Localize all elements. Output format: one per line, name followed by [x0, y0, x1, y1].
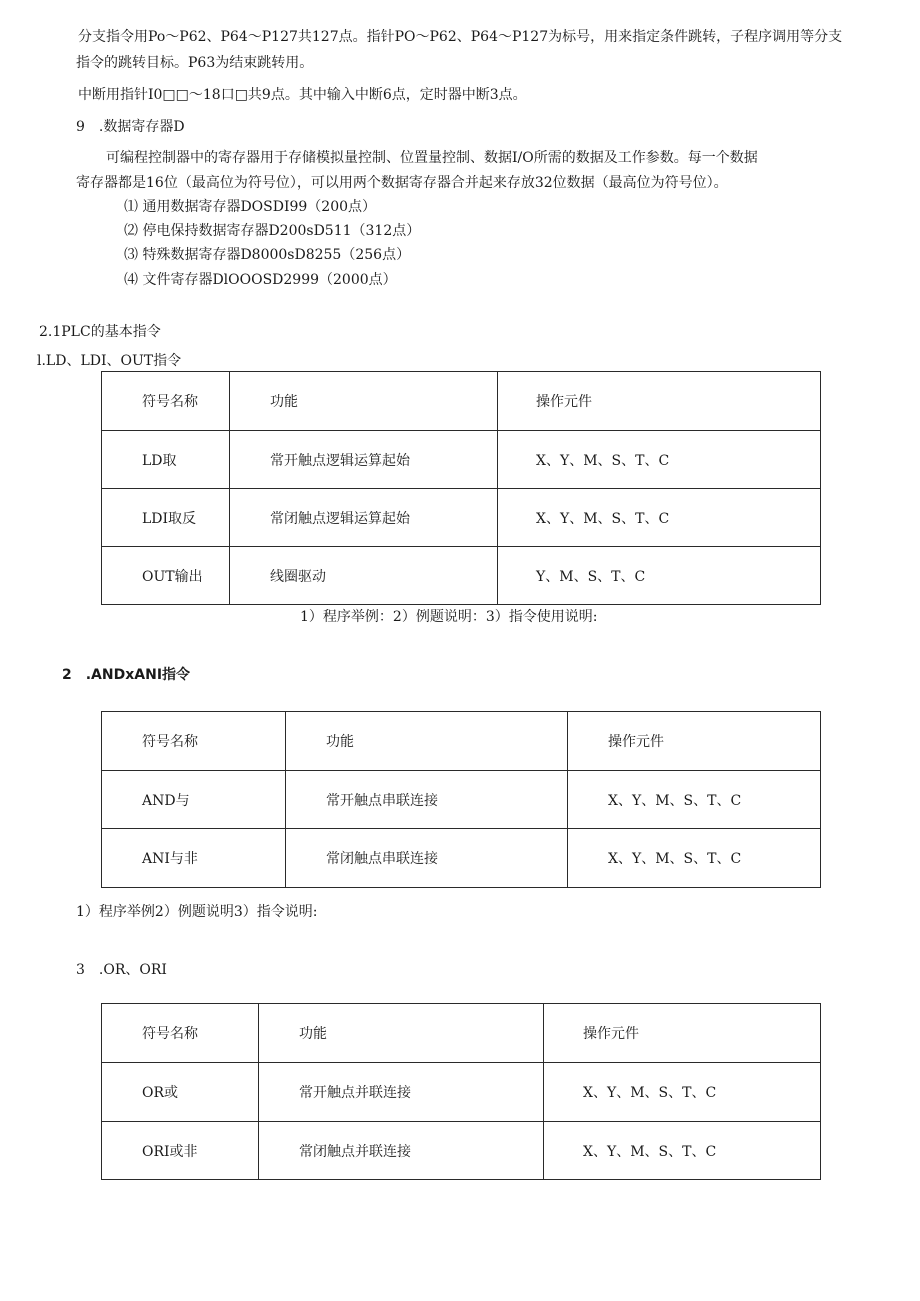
cell-function: 常开触点串联连接 — [326, 792, 438, 809]
header-symbol-name: 符号名称 — [142, 734, 198, 750]
header-function: 功能 — [270, 394, 298, 410]
list-item: ⑶ 特殊数据寄存器D8000sD8255（256点） — [124, 247, 411, 263]
table-row — [102, 431, 821, 489]
cell-function: 常闭触点串联连接 — [326, 851, 438, 867]
cell-operands: Y、M、S、T、C — [536, 568, 646, 585]
header-symbol-name: 符号名称 — [142, 394, 198, 410]
section-9-heading: 9 .数据寄存器D — [76, 119, 185, 135]
subsection-3-title: 3 .OR、ORI — [76, 962, 167, 978]
cell-symbol: LD取 — [142, 452, 177, 469]
cell-symbol: OR或 — [142, 1085, 179, 1101]
table-row — [102, 1122, 821, 1180]
subsection-1-title: l.LD、LDI、OUT指令 — [37, 353, 182, 369]
cell-operands: X、Y、M、S、T、C — [583, 1085, 717, 1101]
list-item: ⑷ 文件寄存器DlOOOSD2999（2000点） — [124, 272, 397, 288]
cell-operands: X、Y、M、S、T、C — [583, 1143, 717, 1160]
cell-function: 常闭触点并联连接 — [299, 1143, 411, 1160]
subsection-2-title: 2 .ANDxANI指令 — [62, 667, 191, 683]
cell-operands: X、Y、M、S、T、C — [536, 510, 670, 527]
paragraph-branch-pointer-line1: 分支指令用Po～P62、P64～P127共127点。指针PO～P62、P64～P127为标号，用来指定条件跳转，子程序调用等分支 — [78, 29, 843, 45]
header-function: 功能 — [326, 734, 354, 750]
table-row — [102, 547, 821, 605]
table-header-row — [102, 712, 821, 771]
cell-operands: X、Y、M、S、T、C — [536, 452, 670, 469]
table-row — [102, 489, 821, 547]
list-item: ⑵ 停电保持数据寄存器D200sD511（312点） — [124, 223, 421, 239]
cell-symbol: AND与 — [142, 792, 190, 809]
header-operands: 操作元件 — [608, 734, 664, 750]
cell-symbol: ANI与非 — [142, 851, 198, 867]
header-operands: 操作元件 — [536, 394, 592, 410]
cell-symbol: OUT输出 — [142, 568, 203, 585]
table-header-row — [102, 1004, 821, 1063]
cell-symbol: ORI或非 — [142, 1143, 198, 1160]
cell-operands: X、Y、M、S、T、C — [608, 792, 742, 809]
table-row — [102, 771, 821, 829]
paragraph-interrupt-pointer: 中断用指针I0□□～18口□共9点。其中输入中断6点，定时器中断3点。 — [78, 87, 527, 103]
cell-function: 常开触点并联连接 — [299, 1085, 411, 1101]
header-function: 功能 — [299, 1026, 327, 1042]
instruction-table-ld-ldi-out — [101, 371, 821, 605]
paragraph-data-register-line1: 可编程控制器中的寄存器用于存储模拟量控制、位置量控制、数据I/O所需的数据及工作参数。每一个数据 — [106, 150, 758, 166]
table-row — [102, 829, 821, 888]
table-header-row — [102, 372, 821, 431]
table-2-note: 1）程序举例2）例题说明3）指令说明: — [76, 904, 318, 920]
cell-function: 常闭触点逻辑运算起始 — [270, 510, 410, 527]
paragraph-data-register-line2: 寄存器都是16位（最高位为符号位），可以用两个数据寄存器合并起来存放32位数据（最高位为符号位）。 — [76, 175, 728, 191]
header-operands: 操作元件 — [583, 1026, 639, 1042]
instruction-table-and-ani — [101, 711, 821, 888]
cell-symbol: LDI取反 — [142, 510, 197, 527]
table-row — [102, 1063, 821, 1122]
section-title: 2.1PLC的基本指令 — [39, 324, 161, 340]
header-symbol-name: 符号名称 — [142, 1026, 198, 1042]
cell-operands: X、Y、M、S、T、C — [608, 851, 742, 867]
cell-function: 线圈驱动 — [270, 568, 326, 585]
cell-function: 常开触点逻辑运算起始 — [270, 452, 410, 469]
paragraph-branch-pointer-line2: 指令的跳转目标。P63为结束跳转用。 — [76, 55, 314, 71]
list-item: ⑴ 通用数据寄存器DOSDI99（200点） — [124, 199, 377, 215]
instruction-table-or-ori — [101, 1003, 821, 1180]
table-1-note: 1）程序举例：2）例题说明：3）指令使用说明: — [300, 609, 598, 625]
